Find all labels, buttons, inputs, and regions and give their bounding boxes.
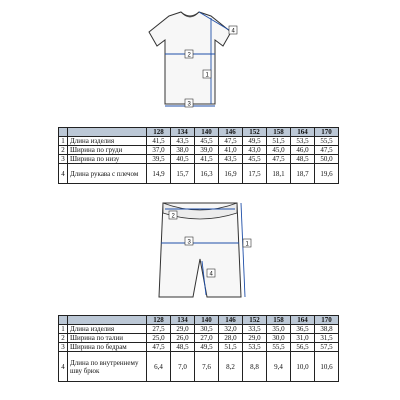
table-cell: 9,4: [267, 352, 291, 382]
table-cell: 19,6: [315, 164, 339, 184]
table-cell: 45,5: [195, 137, 219, 146]
table-cell: 16,9: [219, 164, 243, 184]
table-row: [59, 155, 339, 164]
shorts-callout-3: 3: [187, 239, 191, 246]
header-blank-cell: [59, 128, 68, 137]
table-cell: 43,0: [243, 146, 267, 155]
table-row: [59, 352, 339, 382]
tshirt-callout-4: 4: [231, 28, 235, 35]
table-cell: 27,5: [147, 325, 171, 334]
header-blank-cell: [59, 316, 68, 325]
table-cell: 38,0: [171, 146, 195, 155]
table-cell: 29,0: [171, 325, 195, 334]
table-cell: 15,7: [171, 164, 195, 184]
row-label: Длина изделия: [68, 137, 147, 146]
row-label: Ширина по талии: [68, 334, 147, 343]
size-header: 170: [315, 128, 339, 137]
table-cell: 51,5: [267, 137, 291, 146]
row-number: 2: [59, 146, 68, 155]
tshirt-callout-1: 1: [205, 72, 209, 79]
table-cell: 53,5: [291, 137, 315, 146]
table-cell: 55,5: [267, 343, 291, 352]
row-number: 1: [59, 137, 68, 146]
table-cell: 7,0: [171, 352, 195, 382]
table-cell: 27,0: [195, 334, 219, 343]
table-row: [59, 164, 339, 184]
size-header: 128: [147, 128, 171, 137]
table-cell: 41,5: [195, 155, 219, 164]
table-cell: 33,5: [243, 325, 267, 334]
tshirt-drawing: [125, 6, 255, 116]
table-cell: 47,5: [315, 146, 339, 155]
table-cell: 50,0: [315, 155, 339, 164]
row-number: 2: [59, 334, 68, 343]
table-cell: 45,0: [267, 146, 291, 155]
table-cell: 37,0: [147, 146, 171, 155]
shorts-size-table: [58, 315, 339, 382]
size-header: 146: [219, 128, 243, 137]
table-row: [59, 146, 339, 155]
shorts-diagram: [145, 197, 255, 307]
table-cell: 48,5: [171, 343, 195, 352]
row-number: 4: [59, 164, 68, 184]
table-row: [59, 137, 339, 146]
size-header: 170: [315, 316, 339, 325]
table-cell: 51,5: [219, 343, 243, 352]
table-cell: 30,0: [267, 334, 291, 343]
row-label: Длина изделия: [68, 325, 147, 334]
table-cell: 8,2: [219, 352, 243, 382]
size-header: 140: [195, 128, 219, 137]
table-cell: 43,5: [171, 137, 195, 146]
row-number: 3: [59, 155, 68, 164]
table-cell: 28,0: [219, 334, 243, 343]
table-row: [59, 343, 339, 352]
tshirt-callout-3: 3: [187, 101, 191, 108]
size-header: 134: [171, 316, 195, 325]
shorts-length-line: [241, 203, 245, 297]
table-cell: 53,5: [243, 343, 267, 352]
row-label: Ширина по бедрам: [68, 343, 147, 352]
size-header: 152: [243, 128, 267, 137]
table-cell: 47,5: [267, 155, 291, 164]
table-cell: 47,5: [147, 343, 171, 352]
table-cell: 10,0: [291, 352, 315, 382]
table-cell: 17,5: [243, 164, 267, 184]
tshirt-callout-2: 2: [187, 52, 191, 59]
shorts-callout-4: 4: [209, 271, 213, 278]
table-cell: 36,5: [291, 325, 315, 334]
shorts-drawing: [145, 197, 255, 307]
size-header: 158: [267, 128, 291, 137]
shorts-callout-1: 1: [245, 241, 249, 248]
row-label: Ширина по груди: [68, 146, 147, 155]
size-header: 128: [147, 316, 171, 325]
table-cell: 31,5: [315, 334, 339, 343]
table-cell: 57,5: [315, 343, 339, 352]
table-cell: 40,5: [171, 155, 195, 164]
table-row: [59, 325, 339, 334]
shorts-callout-2: 2: [171, 213, 175, 220]
table-cell: 18,1: [267, 164, 291, 184]
table-cell: 41,0: [219, 146, 243, 155]
table-cell: 47,5: [219, 137, 243, 146]
size-header: 164: [291, 316, 315, 325]
table-cell: 55,5: [315, 137, 339, 146]
table-cell: 49,5: [243, 137, 267, 146]
size-header: 158: [267, 316, 291, 325]
size-header: 134: [171, 128, 195, 137]
table-cell: 7,6: [195, 352, 219, 382]
table-cell: 8,8: [243, 352, 267, 382]
table-cell: 35,0: [267, 325, 291, 334]
size-header: 164: [291, 128, 315, 137]
table-cell: 43,5: [219, 155, 243, 164]
table-cell: 32,0: [219, 325, 243, 334]
tshirt-size-table: [58, 127, 339, 184]
size-header: 146: [219, 316, 243, 325]
row-number: 1: [59, 325, 68, 334]
tshirt-table-header-row: [59, 128, 339, 137]
table-row: [59, 334, 339, 343]
table-cell: 16,3: [195, 164, 219, 184]
table-cell: 41,5: [147, 137, 171, 146]
table-cell: 38,8: [315, 325, 339, 334]
table-cell: 48,5: [291, 155, 315, 164]
row-label: Ширина по низу: [68, 155, 147, 164]
table-cell: 39,0: [195, 146, 219, 155]
row-label: Длина по внутреннему шву брюк: [68, 352, 147, 382]
tshirt-diagram: [125, 6, 255, 116]
header-blank-cell: [68, 128, 147, 137]
table-cell: 26,0: [171, 334, 195, 343]
table-cell: 10,6: [315, 352, 339, 382]
size-header: 152: [243, 316, 267, 325]
table-cell: 6,4: [147, 352, 171, 382]
table-cell: 56,5: [291, 343, 315, 352]
table-cell: 30,5: [195, 325, 219, 334]
table-cell: 45,5: [243, 155, 267, 164]
table-cell: 29,0: [243, 334, 267, 343]
shorts-table-header-row: [59, 316, 339, 325]
table-cell: 46,0: [291, 146, 315, 155]
size-header: 140: [195, 316, 219, 325]
row-number: 3: [59, 343, 68, 352]
table-cell: 25,0: [147, 334, 171, 343]
table-cell: 31,0: [291, 334, 315, 343]
table-cell: 14,9: [147, 164, 171, 184]
row-label: Длина рукава с плечом: [68, 164, 147, 184]
table-cell: 18,7: [291, 164, 315, 184]
table-cell: 49,5: [195, 343, 219, 352]
table-cell: 39,5: [147, 155, 171, 164]
header-blank-cell: [68, 316, 147, 325]
row-number: 4: [59, 352, 68, 382]
